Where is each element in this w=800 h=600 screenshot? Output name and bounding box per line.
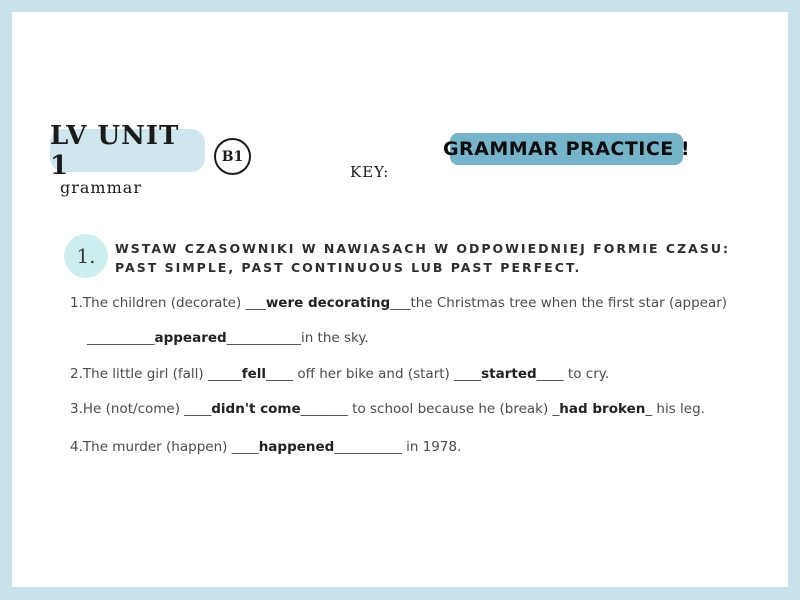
key-label: KEY: xyxy=(350,163,390,181)
exercise-instruction xyxy=(115,239,730,277)
practice-badge xyxy=(442,133,691,165)
level-badge xyxy=(214,138,251,175)
exercise-item-1-line-2: __________appeared___________in the sky. xyxy=(87,330,369,346)
exercise-item-3: 3.He (not/come) ____didn't come_______ to school because he (break) _had broken_ his leg. xyxy=(70,401,705,417)
exercise-item-1-line-1: 1.The children (decorate) ___were decorating___the Christmas tree when the first star (appear) xyxy=(70,295,728,311)
exercise-instruction-line-1: WSTAW CZASOWNIKI W NAWIASACH W ODPOWIEDNIEJ FORMIE CZASU: xyxy=(115,241,730,256)
exercise-instruction-line-2: PAST SIMPLE, PAST CONTINUOUS LUB PAST PERFECT. xyxy=(115,260,582,275)
exercise-number-label: 1. xyxy=(76,244,96,268)
exercise-item-4: 4.The murder (happen) ____happened__________ in 1978. xyxy=(70,439,462,455)
exercise-item-2: 2.The little girl (fall) _____fell____ off her bike and (start) ____started____ to cry. xyxy=(70,366,610,382)
practice-badge-label: GRAMMAR PRACTICE ! xyxy=(442,138,691,160)
worksheet-page xyxy=(12,12,788,587)
worksheet-subtitle: grammar xyxy=(60,178,142,197)
unit-badge-label: LV UNIT 1 xyxy=(50,120,180,181)
level-badge-label: B1 xyxy=(221,148,244,165)
unit-badge xyxy=(50,120,205,181)
exercise-number-badge xyxy=(64,234,108,278)
